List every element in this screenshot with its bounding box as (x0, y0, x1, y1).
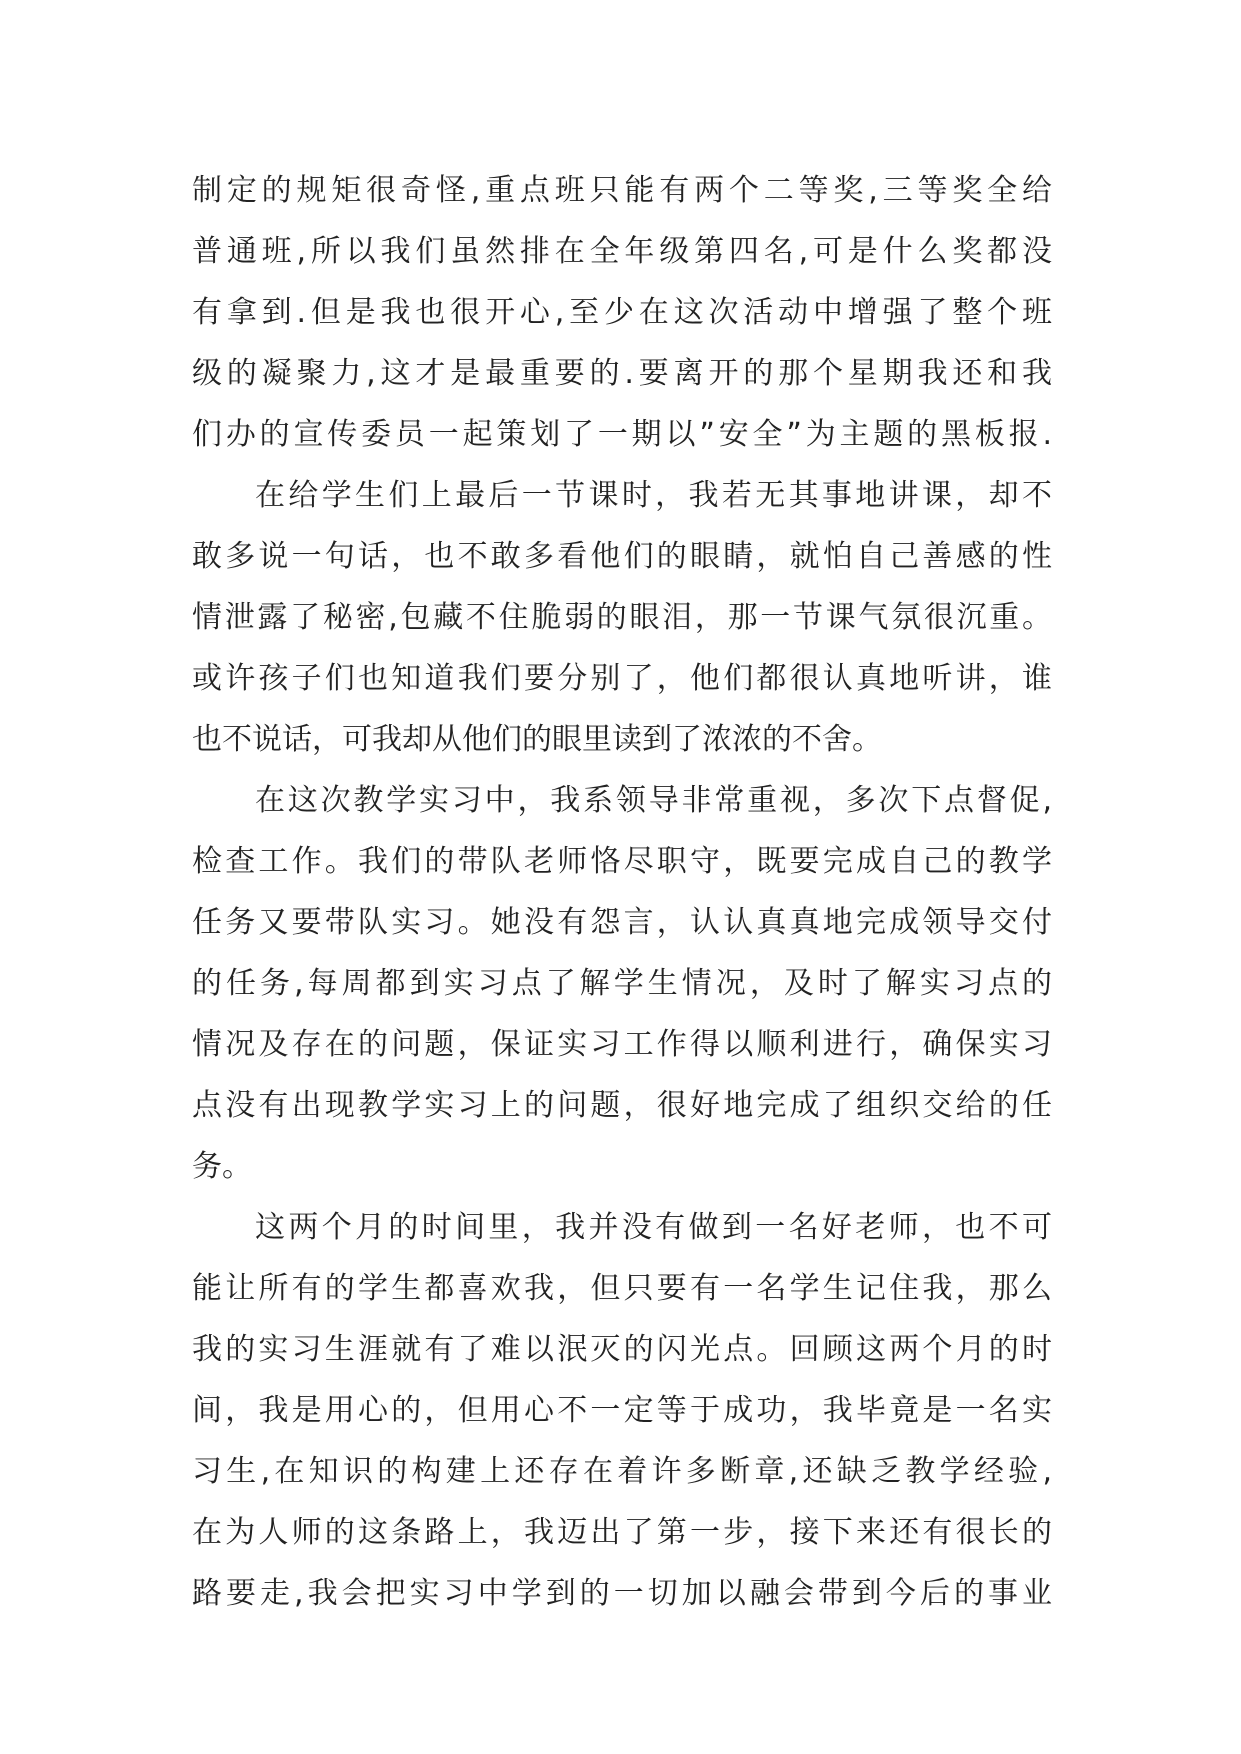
text-line: 习生,在知识的构建上还存在着许多断章,还缺乏教学经验, (192, 1454, 1052, 1489)
text-line: 或许孩子们也知道我们要分别了，他们都很认真地听讲，谁 (192, 661, 1052, 696)
text-line: 在这次教学实习中，我系领导非常重视，多次下点督促, (255, 783, 1052, 818)
text-line: 能让所有的学生都喜欢我，但只要有一名学生记住我，那么 (192, 1271, 1052, 1306)
text-line: 的任务,每周都到实习点了解学生情况，及时了解实习点的 (192, 966, 1052, 1001)
text-line: 务。 (192, 1149, 252, 1184)
document-body (192, 160, 1052, 1624)
text-line: 制定的规矩很奇怪,重点班只能有两个二等奖,三等奖全给 (192, 173, 1052, 208)
text-line: 任务又要带队实习。她没有怨言，认认真真地完成领导交付 (192, 905, 1052, 940)
text-line: 级的凝聚力,这才是最重要的.要离开的那个星期我还和我 (192, 356, 1052, 391)
text-line: 路要走,我会把实习中学到的一切加以融会带到今后的事业 (192, 1576, 1052, 1611)
text-line: 我的实习生涯就有了难以泯灭的闪光点。回顾这两个月的时 (192, 1332, 1052, 1367)
text-line: 们办的宣传委员一起策划了一期以”安全”为主题的黑板报. (192, 417, 1052, 452)
text-line: 情泄露了秘密,包藏不住脆弱的眼泪，那一节课气氛很沉重。 (192, 600, 1052, 635)
text-line: 点没有出现教学实习上的问题，很好地完成了组织交给的任 (192, 1088, 1052, 1123)
text-line: 检查工作。我们的带队老师恪尽职守，既要完成自己的教学 (192, 844, 1052, 879)
text-line: 在给学生们上最后一节课时，我若无其事地讲课，却不 (255, 478, 1052, 513)
text-line: 间，我是用心的，但用心不一定等于成功，我毕竟是一名实 (192, 1393, 1052, 1428)
text-line: 敢多说一句话，也不敢多看他们的眼睛，就怕自己善感的性 (192, 539, 1052, 574)
text-line: 普通班,所以我们虽然排在全年级第四名,可是什么奖都没 (192, 234, 1052, 269)
text-line: 在为人师的这条路上，我迈出了第一步，接下来还有很长的 (192, 1515, 1052, 1550)
text-line: 这两个月的时间里，我并没有做到一名好老师，也不可 (255, 1210, 1052, 1245)
text-line: 有拿到.但是我也很开心,至少在这次活动中增强了整个班 (192, 295, 1052, 330)
text-line: 情况及存在的问题，保证实习工作得以顺利进行，确保实习 (192, 1027, 1052, 1062)
text-line: 也不说话，可我却从他们的眼里读到了浓浓的不舍。 (192, 722, 882, 757)
